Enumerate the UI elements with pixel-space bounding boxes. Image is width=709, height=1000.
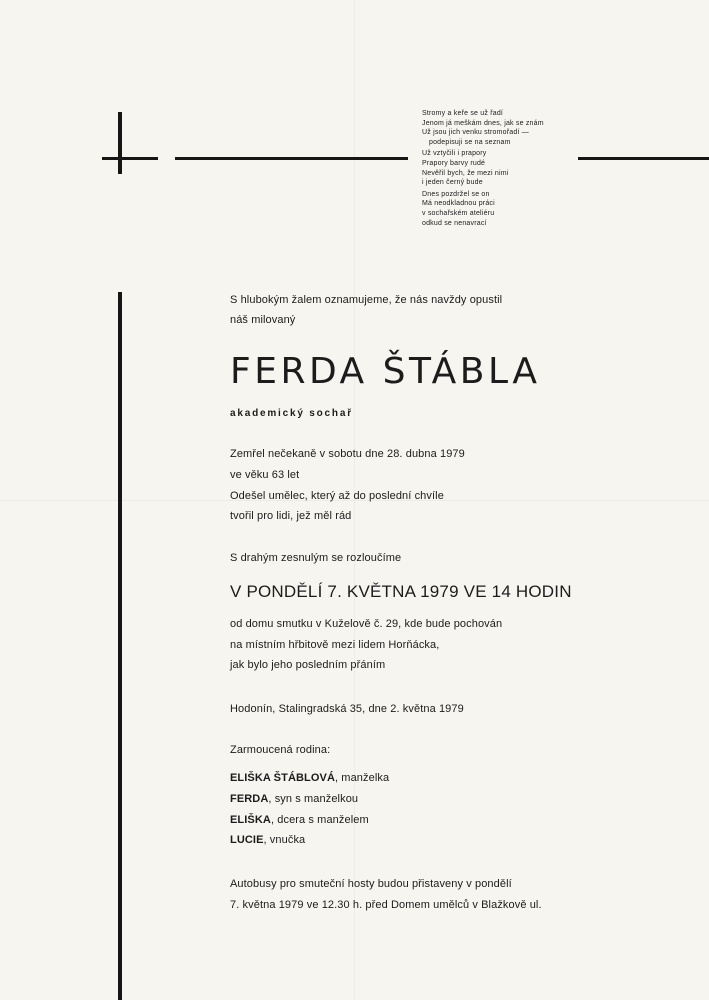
- intro-line: náš milovaný: [230, 314, 296, 326]
- horizontal-rule-left: [175, 157, 408, 160]
- poem-line: odkud se nenavrací: [422, 219, 487, 227]
- family-member-name: ELIŠKA: [230, 814, 271, 826]
- poem: [422, 109, 592, 230]
- place-date: Hodonín, Stalingradská 35, dne 2. května 1979: [230, 703, 464, 715]
- death-line: Odešel umělec, který až do poslední chvíle: [230, 490, 444, 502]
- poem-line: Prapory barvy rudé: [422, 159, 486, 167]
- cross-vertical-bottom: [118, 292, 122, 1000]
- death-line: tvořil pro lidi, jež měl rád: [230, 510, 352, 522]
- horizontal-rule-right: [578, 157, 709, 160]
- poem-line: Dnes pozdržel se on: [422, 190, 490, 198]
- poem-line: i jeden černý bude: [422, 179, 483, 187]
- burial-line: jak bylo jeho posledním přáním: [230, 659, 386, 671]
- family-heading: Zarmoucená rodina:: [230, 744, 331, 756]
- poem-line: podepisuji se na seznam: [429, 138, 511, 146]
- family-member-name: LUCIE: [230, 834, 264, 846]
- burial-line: na místním hřbitově mezi lidem Horňácka,: [230, 639, 440, 651]
- deceased-name: FERDA ŠTÁBLA: [230, 351, 541, 392]
- family-member-relation: , syn s manželkou: [268, 793, 359, 805]
- cross-vertical-top: [118, 112, 122, 174]
- death-line: Zemřel nečekaně v sobotu dne 28. dubna 1979: [230, 448, 465, 460]
- family-member: [230, 834, 305, 846]
- burial-line: od domu smutku v Kuželově č. 29, kde bude pochován: [230, 618, 503, 630]
- family-member-name: FERDA: [230, 793, 269, 805]
- bus-note-line: Autobusy pro smuteční hosty budou přistaveny v pondělí: [230, 878, 512, 890]
- farewell-date: V PONDĚLÍ 7. KVĚTNA 1979 VE 14 HODIN: [230, 582, 572, 601]
- cross-horizontal: [102, 157, 158, 160]
- poem-stanza: [422, 109, 592, 147]
- bus-note-line: 7. května 1979 ve 12.30 h. před Domem umělců v Blažkově ul.: [230, 899, 542, 911]
- family-member-relation: , dcera s manželem: [270, 814, 369, 826]
- poem-stanza: [422, 149, 592, 187]
- poem-line: Už vztyčili i prapory: [422, 150, 487, 158]
- poem-line: Nevěřil bych, že mezi nimi: [422, 169, 509, 177]
- family-member: [230, 814, 369, 826]
- poem-line: v sochařském ateliéru: [422, 209, 495, 217]
- family-member-name: ELIŠKA ŠTÁBLOVÁ: [230, 772, 335, 784]
- family-member-relation: , vnučka: [263, 834, 306, 846]
- poem-stanza: [422, 190, 592, 228]
- family-member-relation: , manželka: [335, 772, 390, 784]
- family-member: [230, 793, 358, 805]
- poem-line: Stromy a keře se už řadí: [422, 110, 504, 117]
- poem-line: Už jsou jich venku stromořadí —: [422, 129, 529, 137]
- intro-line: S hlubokým žalem oznamujeme, že nás navždy opustil: [230, 294, 503, 306]
- farewell-intro: S drahým zesnulým se rozloučíme: [230, 552, 402, 564]
- poem-line: Jenom já meškám dnes, jak se znám: [422, 119, 544, 127]
- poem-line: Má neodkladnou práci: [422, 200, 495, 208]
- deceased-title: akademický sochař: [230, 408, 353, 419]
- family-member: [230, 772, 389, 784]
- death-line: ve věku 63 let: [230, 469, 300, 481]
